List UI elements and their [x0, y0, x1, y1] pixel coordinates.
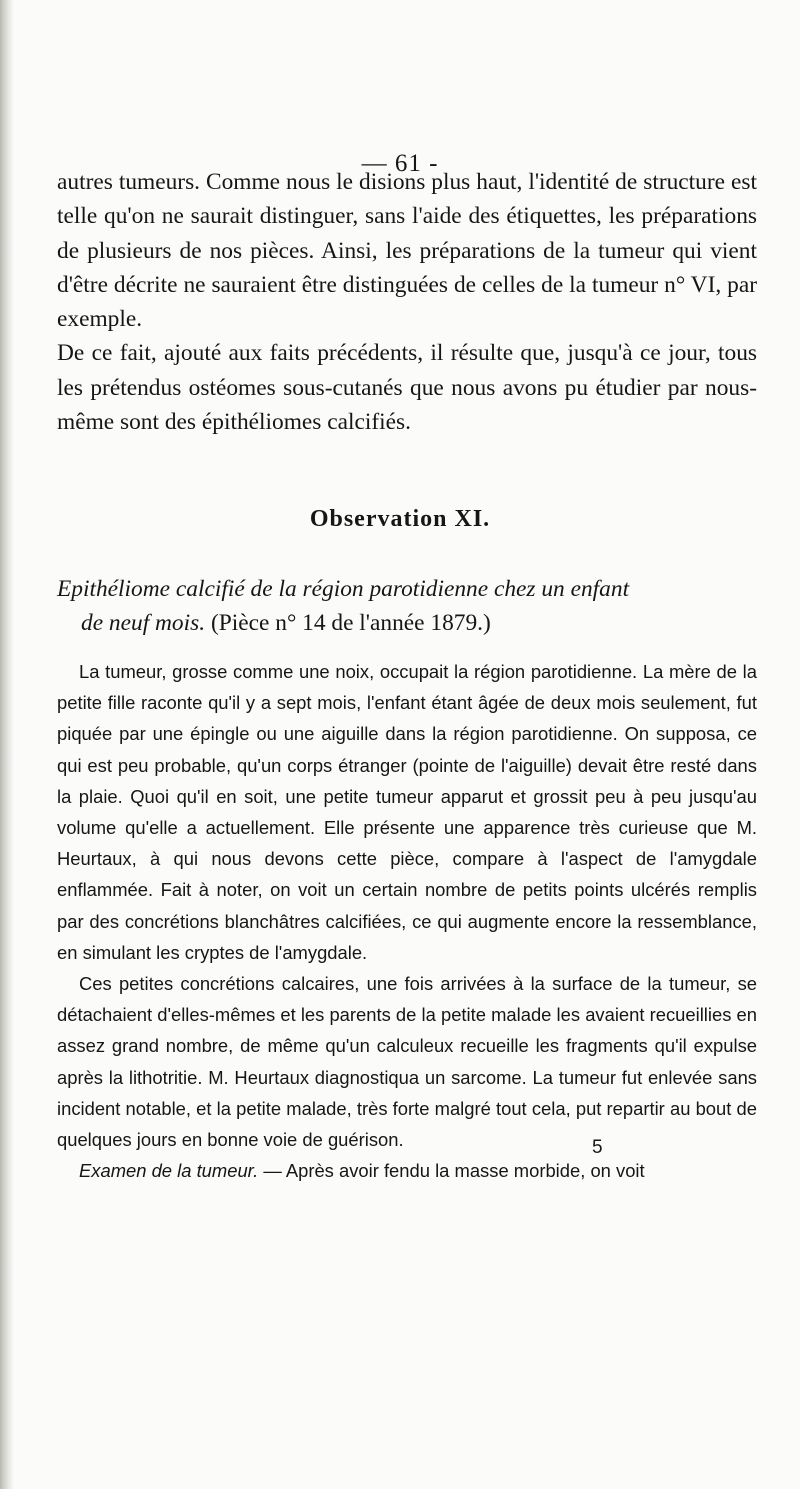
case-paragraph-1: La tumeur, grosse comme une noix, occupait la région parotidienne. La mère de la petite fille raconte qu'il y a sept mois, l'enfant étant âgée de deux mois seulement, fut piquée par une épingle ou une aiguille dans la région parotidienne. On supposa, ce qui est peu probable, qu'un corps étranger (pointe de l'aiguille) devait être resté dans la plaie. Quoi qu'il en soit, une petite tumeur apparut et grossit peu à peu jusqu'au volume qu'elle a actuellement. Elle présente une apparence très curieuse que M. Heurtaux, à qui nous devons cette pièce, compare à l'aspect de l'amygdale enflammée. Fait à noter, on voit un certain nombre de petits points ulcérés remplis par des concrétions blanchâtres calcifiées, ce qui augmente encore la ressemblance, en simulant les cryptes de l'amygdale. — [57, 661, 757, 963]
intro-paragraph-2: De ce fait, ajouté aux faits précédents, il résulte que, jusqu'à ce jour, tous les prétendus ostéomes sous-cutanés que nous avons pu étudier par nous-même sont des épithéliomes calcifiés. — [57, 340, 757, 436]
observation-title: Observation XI. — [309, 506, 491, 532]
subtitle-italic-line-1: Epithéliome calcifié de la région parotidienne chez un enfant — [57, 576, 630, 602]
page-number: — 61 - — [361, 150, 439, 177]
case-paragraph-2: Ces petites concrétions calcaires, une fois arrivées à la surface de la tumeur, se détachaient d'elles-mêmes et les parents de la petite malade les avaient recueillies en assez grand nombre, de même qu'un calculeux recueille les fragments qu'il expulse après la lithotritie. M. Heurtaux diagnostiqua un sarcome. La tumeur fut enlevée sans incident notable, et la petite malade, très forte malgré tout cela, put repartir au bout de quelques jours en bonne voie de guérison. — [57, 973, 757, 1151]
observation-subtitle — [57, 572, 757, 641]
signature-mark: 5 — [592, 1137, 603, 1158]
examen-text: — Après avoir fendu la masse morbide, on voit — [258, 1160, 645, 1182]
intro-paragraph-1: autres tumeurs. Comme nous le disions plus haut, l'identité de structure est telle qu'on ne saurait distinguer, sans l'aide des étiquettes, les préparations de plusieurs de nos pièces. Ainsi, les préparations de la tumeur qui vient d'être décrite ne sauraient être distinguées de celles de la tumeur n° VI, par exemple. — [57, 169, 757, 333]
intro-text — [57, 165, 757, 439]
subtitle-italic-line-2: de neuf mois. — [81, 610, 206, 637]
piece-note: (Pièce n° 14 de l'année 1879.) — [210, 610, 491, 637]
examen-paragraph — [57, 1155, 757, 1186]
case-description — [57, 656, 757, 1186]
subtitle-line-2 — [57, 606, 757, 640]
examen-label: Examen de la tumeur. — [79, 1160, 259, 1182]
